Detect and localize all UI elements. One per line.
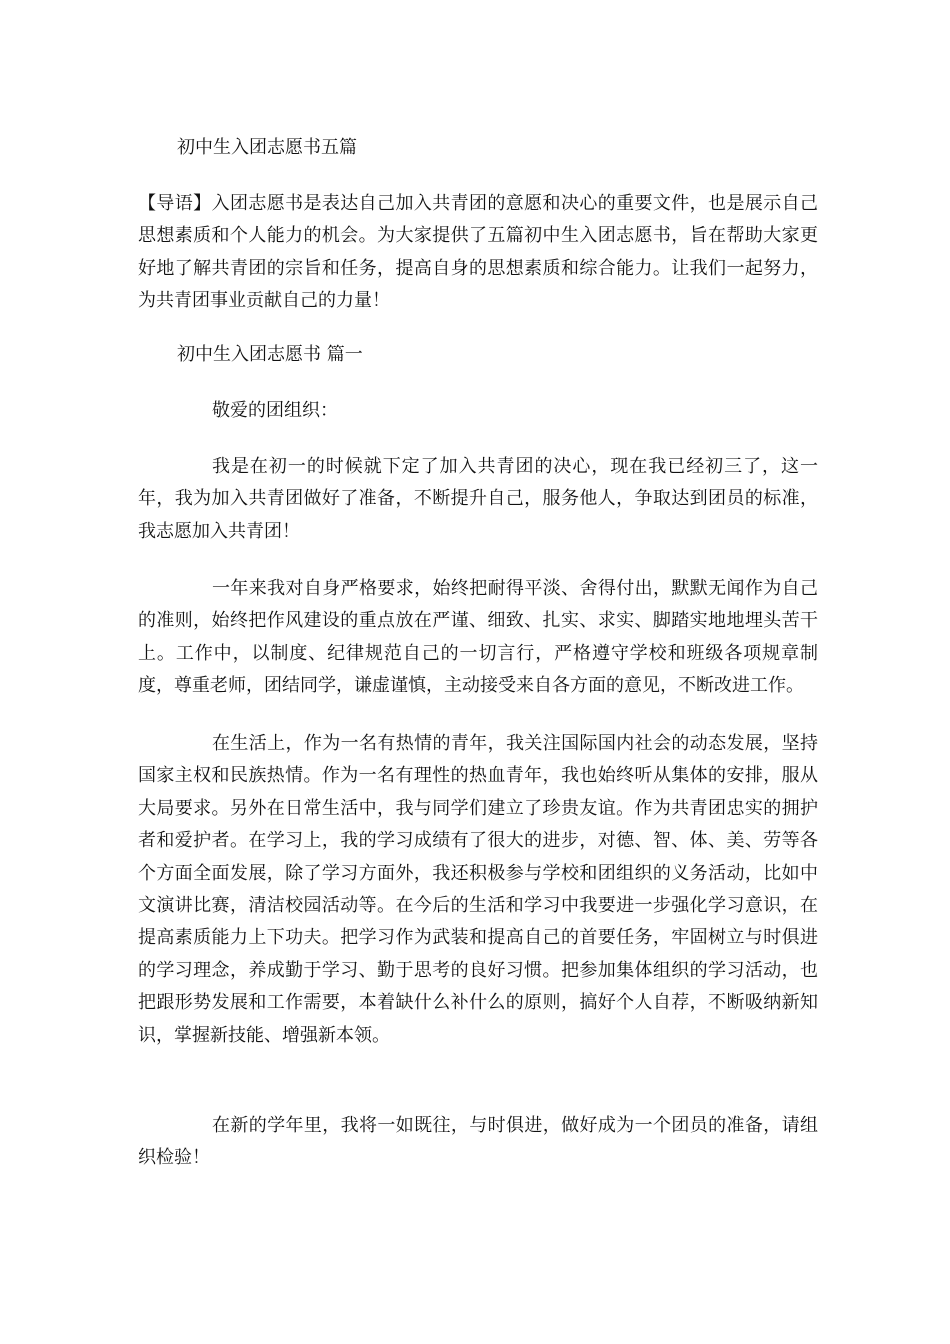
body-paragraph-1: 我是在初一的时候就下定了加入共青团的决心，现在我已经初三了，这一年，我为加入共青团做好了准备，不断提升自己，服务他人，争取达到团员的标准，我志愿加入共青团！: [138, 456, 818, 542]
document-title: 初中生入团志愿书五篇: [177, 137, 357, 158]
intro-label: 【导语】: [138, 193, 212, 214]
section-title: 初中生入团志愿书 篇一: [177, 344, 363, 365]
body-paragraph-3: 在生活上，作为一名有热情的青年，我关注国际国内社会的动态发展，坚持国家主权和民族热情。作为一名有理性的热血青年，我也始终听从集体的安排，服从大局要求。另外在日常生活中，我与同学们建立了珍贵友谊。作为共青团忠实的拥护者和爱护者。在学习上，我的学习成绩有了很大的进步，对德、智、体、美、劳等各个方面全面发展，除了学习方面外，我还积极参与学校和团组织的义务活动，比如中文演讲比赛，清洁校园活动等。在今后的生活和学习中我要进一步强化学习意识，在提高素质能力上下功夫。把学习作为武装和提高自己的首要任务，牢固树立与时俱进的学习理念，养成勤于学习、勤于思考的良好习惯。把参加集体组织的学习活动，也把跟形势发展和工作需要，本着缺什么补什么的原则，搞好个人自荐，不断吸纳新知识，掌握新技能、增强新本领。: [138, 733, 818, 1046]
intro-paragraph: [138, 188, 818, 318]
salutation: 敬爱的团组织：: [212, 400, 338, 421]
body-paragraph-2: 一年来我对自身严格要求，始终把耐得平淡、舍得付出，默默无闻作为自己的准则，始终把作风建设的重点放在严谨、细致、扎实、求实、脚踏实地地埋头苦干上。工作中，以制度、纪律规范自己的一切言行，严格遵守学校和班级各项规章制度，尊重老师，团结同学，谦虚谨慎，主动接受来自各方面的意见，不断改进工作。: [138, 578, 818, 697]
body-paragraph-4: 在新的学年里，我将一如既往，与时俱进，做好成为一个团员的准备，请组织检验！: [138, 1115, 818, 1169]
intro-text: 入团志愿书是表达自己加入共青团的意愿和决心的重要文件，也是展示自己思想素质和个人能力的机会。为大家提供了五篇初中生入团志愿书，旨在帮助大家更好地了解共青团的宗旨和任务，提高自身的思想素质和综合能力。让我们一起努力，为共青团事业贡献自己的力量！: [138, 193, 819, 312]
